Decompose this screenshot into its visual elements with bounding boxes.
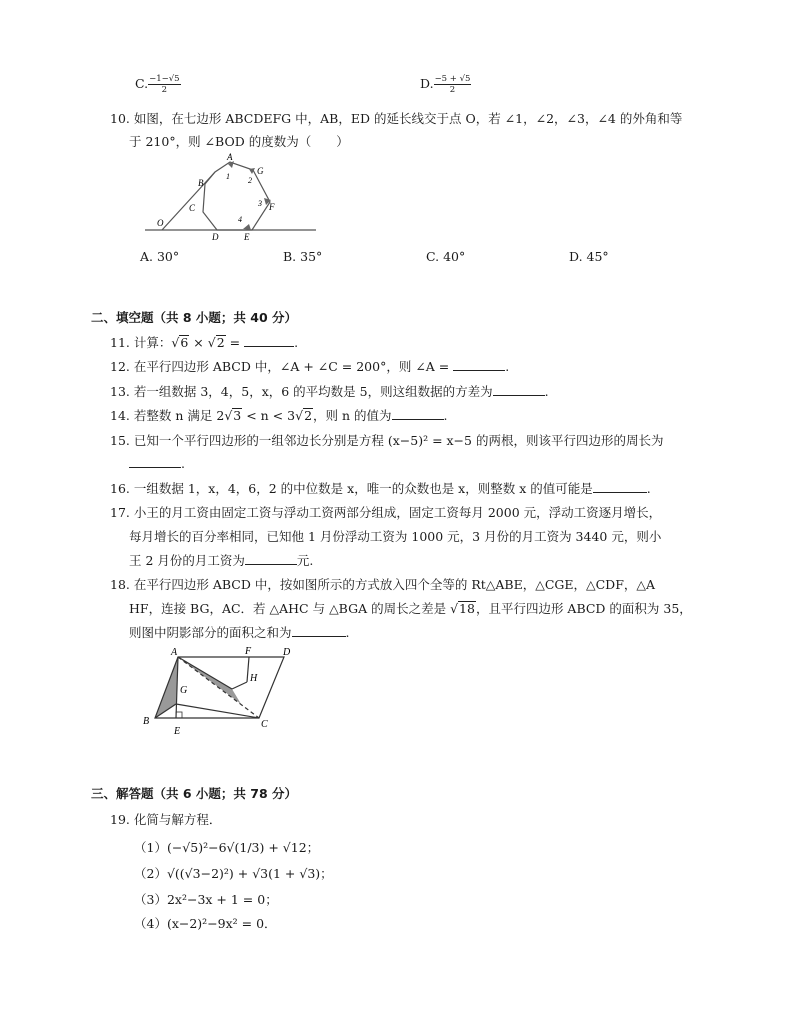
q19-part-2: （2）√((√3−2)²) + √3(1 + √3)； — [134, 866, 333, 881]
q10-label-2: 2 — [248, 176, 252, 185]
q10-label-3: 3 — [258, 199, 262, 208]
q10-label-c: C — [189, 203, 196, 213]
q18-line2: HF，连接 BG，AC．若 △AHC 与 △BGA 的周长之差是 √18，且平行四边形 ABCD 的面积为 35， — [129, 601, 692, 616]
q10-label-1: 1 — [226, 172, 230, 181]
q18-label-f: F — [245, 646, 252, 657]
q18-label-d: D — [283, 647, 291, 658]
q19-part-1: （1）(−√5)²−6√(1/3) + √12； — [134, 840, 320, 855]
q14-answer-blank[interactable] — [392, 407, 444, 420]
q16-answer-blank[interactable] — [593, 480, 647, 493]
q10-heptagon-figure — [140, 150, 320, 242]
q13: 13. 若一组数据 3，4，5，x，6 的平均数是 5，则这组数据的方差为 . — [110, 384, 549, 399]
q18-line3: 则图中阴影部分的面积之和为 . — [129, 625, 350, 640]
q10-label-g: G — [257, 166, 264, 176]
q10-option-a: A. 30° — [140, 249, 180, 264]
q17-line2: 每月增长的百分率相同，已知他 1 月份浮动工资为 1000 元，3 月份的月工资为 3440 元，则小 — [129, 529, 662, 544]
q18-label-c: C — [261, 719, 268, 730]
q18-label-e: E — [174, 726, 181, 737]
q10-label-e: E — [244, 232, 250, 242]
q10-label-b: B — [198, 178, 204, 188]
q12-answer-blank[interactable] — [453, 358, 505, 371]
q18-label-g: G — [180, 685, 188, 696]
q17-line3: 王 2 月份的月工资为 元. — [129, 553, 314, 568]
q10-label-d: D — [212, 232, 219, 242]
q16: 16. 一组数据 1，x，4，6，2 的中位数是 x，唯一的众数也是 x，则整数 x 的值可能是 . — [110, 481, 651, 496]
q9-option-c-fraction: $\frac{-1-√5}{2}$ — [149, 74, 180, 95]
q17-line1: 17. 小王的月工资由固定工资与浮动工资两部分组成，固定工资每月 2000 元，浮动工资逐月增长， — [110, 505, 662, 520]
q18-parallelogram-figure — [138, 644, 302, 738]
q15-line1: 15. 已知一个平行四边形的一组邻边长分别是方程 (x−5)² = x−5 的两根，则该平行四边形的周长为 — [110, 433, 664, 448]
q11: 11. 计算：√6 × √2 = . — [110, 335, 299, 350]
q10-label-4: 4 — [238, 215, 242, 224]
q11-answer-blank[interactable] — [244, 334, 294, 347]
q17-answer-blank[interactable] — [245, 552, 297, 565]
q10-option-c: C. 40° — [426, 249, 466, 264]
q10-line1: 10. 如图，在七边形 ABCDEFG 中，AB，ED 的延长线交于点 O，若 ∠1，∠2，∠3，∠4 的外角和等 — [110, 111, 683, 126]
q18-label-h: H — [250, 673, 258, 684]
q18-label-b: B — [143, 716, 150, 727]
q10-option-b: B. 35° — [283, 249, 323, 264]
q9-option-d: D. $\frac{-5 + √5}{2}$ — [420, 74, 471, 95]
q10-label-o: O — [157, 218, 164, 228]
q19-part-4: （4）(x−2)²−9x² = 0． — [134, 916, 277, 931]
q10-label-f: F — [269, 202, 275, 212]
q18-answer-blank[interactable] — [292, 624, 346, 637]
q19-part-3: （3）2x²−3x + 1 = 0； — [134, 892, 278, 907]
q18-line1: 18. 在平行四边形 ABCD 中，按如图所示的方式放入四个全等的 Rt△ABE，△CGE，△CDF，△A — [110, 577, 656, 592]
q14: 14. 若整数 n 满足 2√3 < n < 3√2，则 n 的值为 . — [110, 408, 448, 423]
section3-title: 三、解答题（共 6 小题；共 78 分） — [91, 786, 298, 801]
q15-answer-blank[interactable] — [129, 455, 181, 468]
q10-option-d: D. 45° — [569, 249, 609, 264]
q12: 12. 在平行四边形 ABCD 中，∠A + ∠C = 200°，则 ∠A = . — [110, 359, 510, 374]
q9-option-d-fraction: $\frac{-5 + √5}{2}$ — [434, 74, 471, 95]
q13-answer-blank[interactable] — [493, 383, 545, 396]
q18-label-a: A — [171, 647, 178, 658]
q10-label-a: A — [227, 152, 233, 162]
q15-line2: . — [129, 455, 185, 471]
section2-title: 二、填空题（共 8 小题；共 40 分） — [91, 310, 298, 325]
q19-title: 19. 化简与解方程． — [110, 812, 222, 827]
q9-option-c: C. $\frac{-1-√5}{2}$ — [135, 74, 180, 95]
q10-line2: 于 210°，则 ∠BOD 的度数为（ ） — [129, 134, 349, 149]
